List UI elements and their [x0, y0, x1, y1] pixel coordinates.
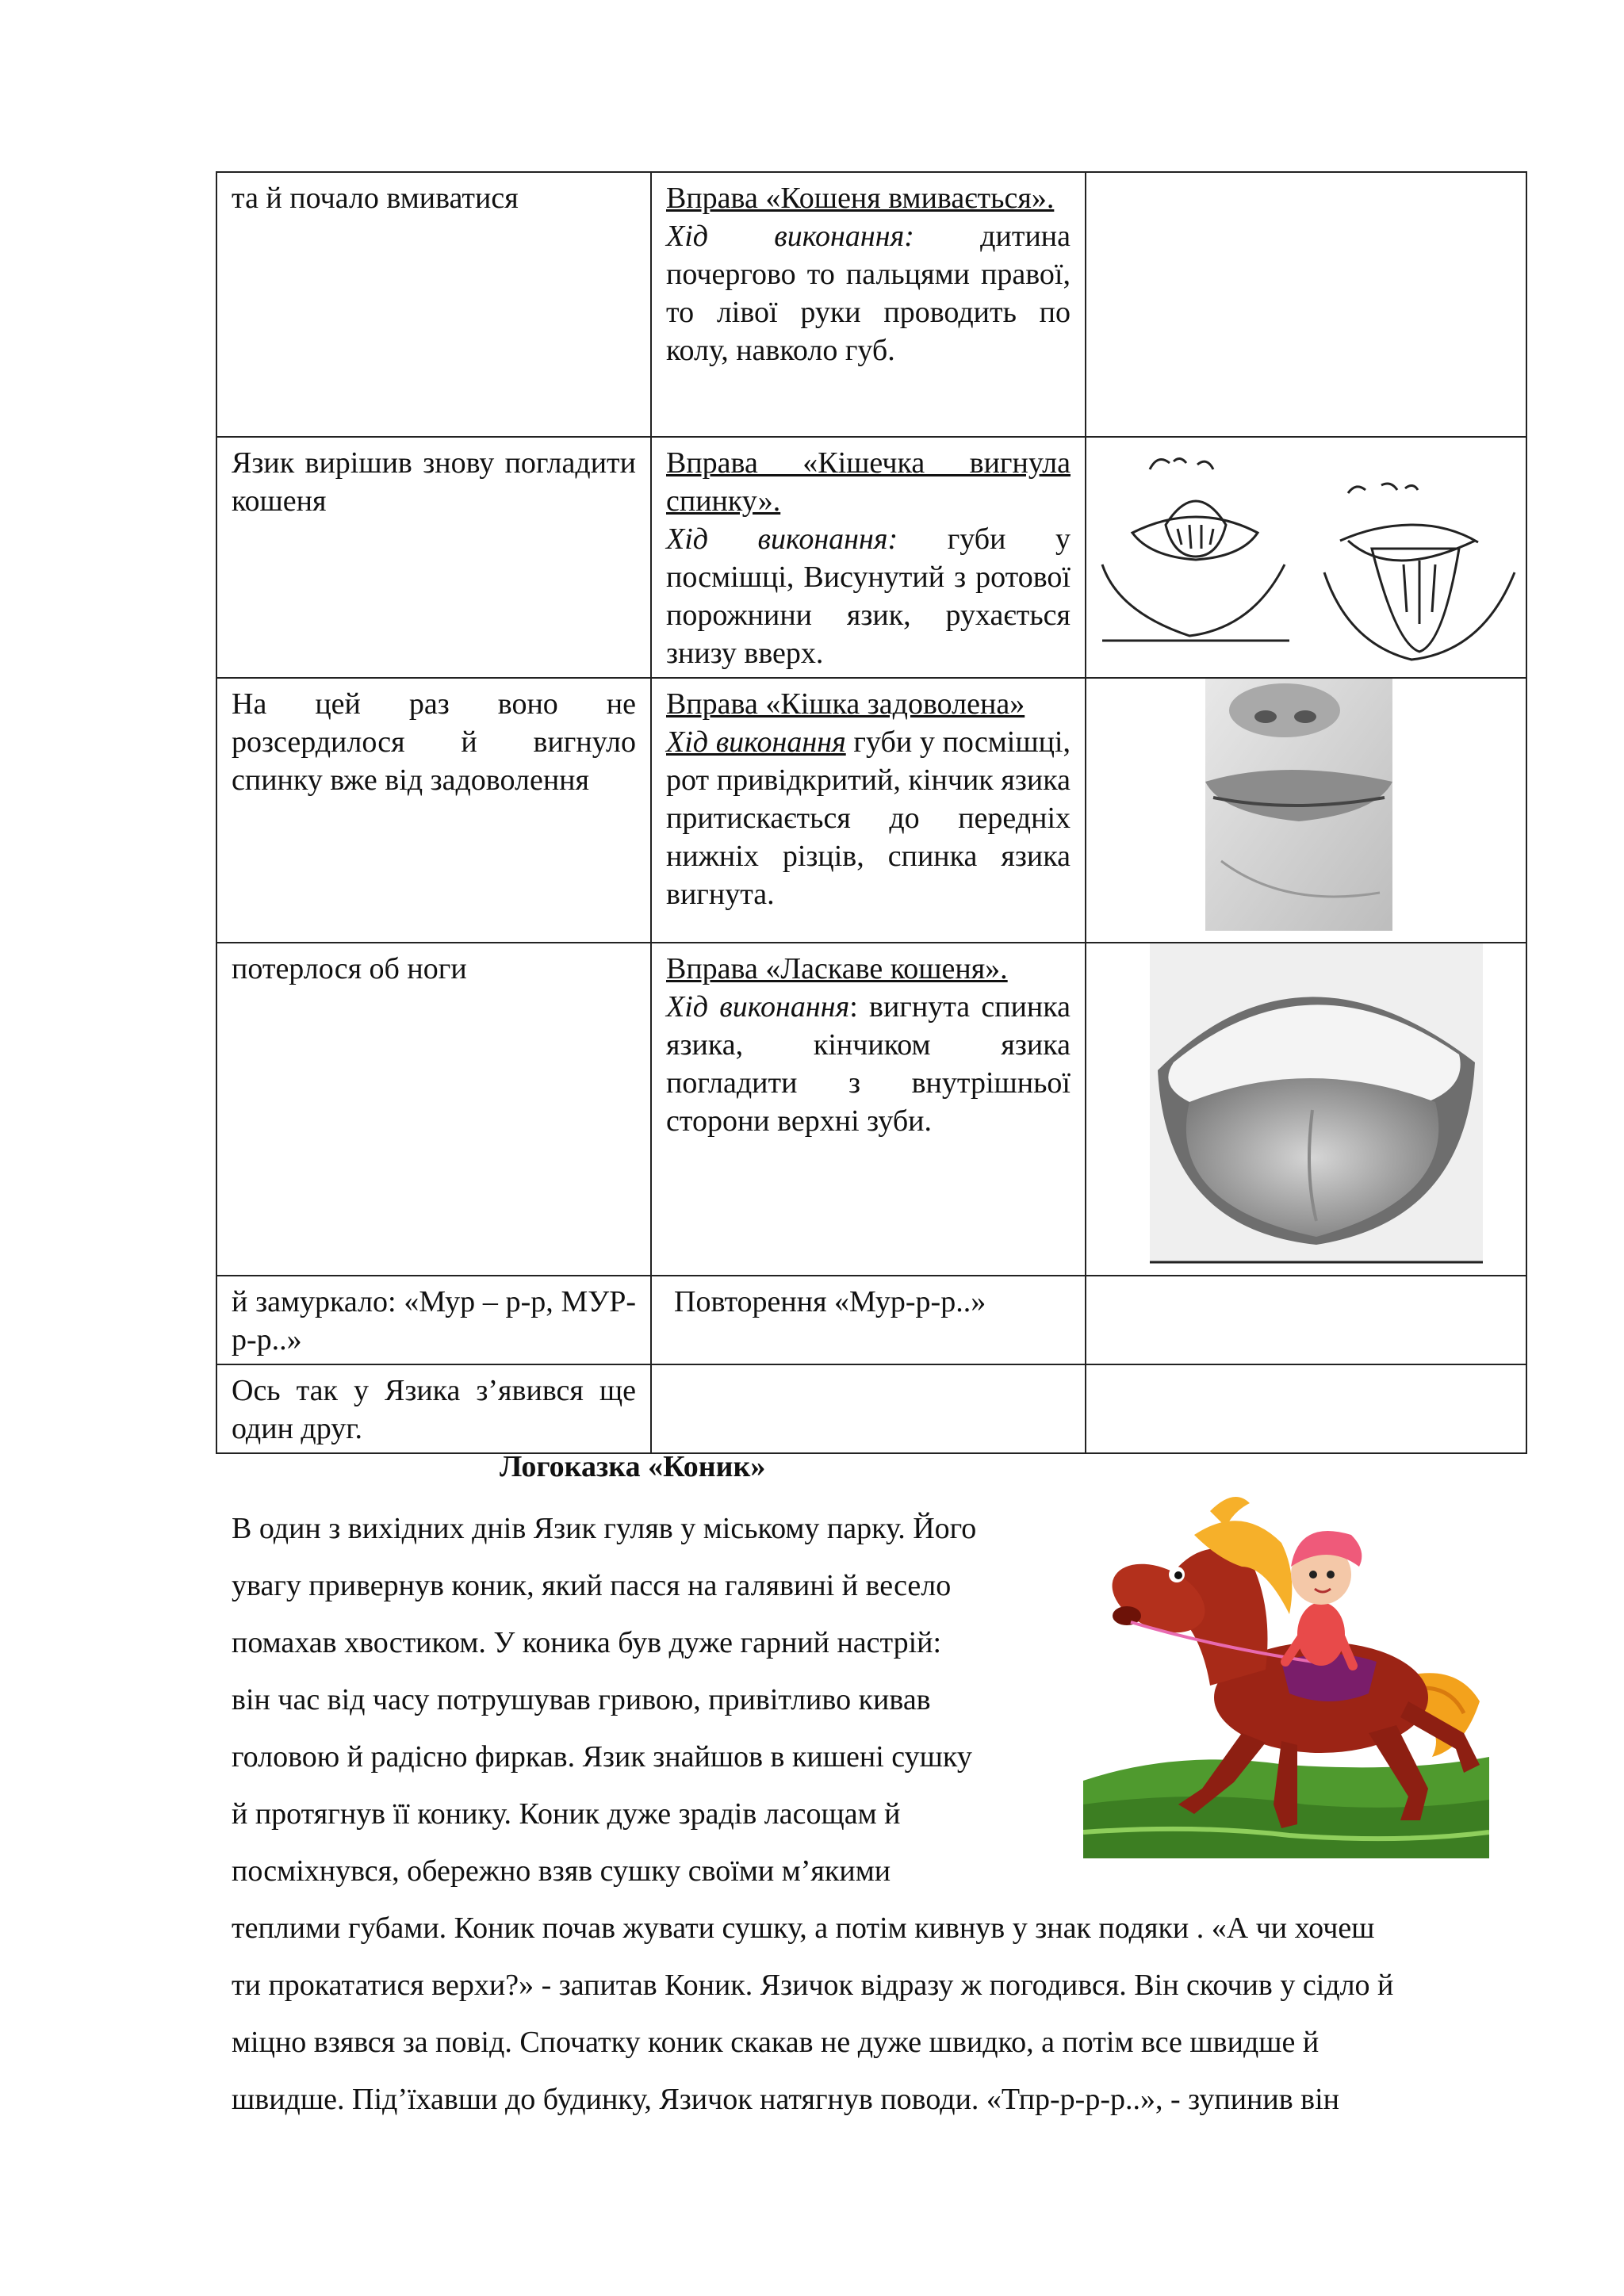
- story-title: Логоказка «Коник»: [500, 1450, 766, 1483]
- story-cell: й замуркало: «Мур – р-р, МУР-р-р..»: [216, 1276, 651, 1364]
- story-cell: Ось так у Язика з’явився ще один друг.: [216, 1364, 651, 1453]
- exercise-title: Вправа «Кішечка вигнула спинку».: [666, 446, 1071, 518]
- story-line: й протягнув її конику. Коник дуже зрадів ласощам й: [232, 1797, 901, 1831]
- table-row: [216, 1364, 1526, 1453]
- exercise-label: Хід виконання: [666, 990, 850, 1024]
- table-row: [216, 943, 1526, 1276]
- exercise-body: дитина почергово то пальцями правої, то лівої руки проводить по колу, навколо губ.: [666, 220, 1071, 367]
- exercise-cell: Повторення «Мур-р-р..»: [651, 1276, 1086, 1364]
- exercise-title: Вправа «Кошеня вмивається».: [666, 182, 1055, 215]
- illustration-cell: [1086, 1364, 1526, 1453]
- story-line: міцно взявся за повід. Спочатку коник скакав не дуже швидко, а потім все швидше й: [232, 2026, 1320, 2059]
- exercise-body: губи у посмішці, рот привідкритий, кінчик язика притискається до передніх нижніх різців, спинка язика вигнута.: [666, 725, 1071, 911]
- story-text-wide: [232, 1900, 1393, 2128]
- exercise-cell: [651, 172, 1086, 437]
- exercise-table: [216, 171, 1527, 1454]
- story-line: В один з вихідних днів Язик гуляв у міському парку. Його: [232, 1512, 977, 1545]
- story-line: ти прокататися верхи?» - запитав Коник. Язичок відразу ж погодився. Він скочив у сідло й: [232, 1969, 1394, 2002]
- horse-rider-illustration: [1083, 1479, 1489, 1858]
- illustration-cell: [1086, 437, 1526, 678]
- story-cell: На цей раз воно не розсердилося й вигнуло спинку вже від задоволення: [216, 678, 651, 943]
- table-row: [216, 172, 1526, 437]
- story-line: головою й радісно фиркав. Язик знайшов в кишені сушку: [232, 1740, 972, 1774]
- exercise-label: Хід виконання:: [666, 220, 914, 253]
- tongue-drawing-icon: [1086, 438, 1527, 664]
- illustration-cell: [1086, 1276, 1526, 1364]
- exercise-cell: [651, 943, 1086, 1276]
- exercise-body: : вигнута спинка язика, кінчиком язика погладити з внутрішньої сторони верхні зуби.: [666, 990, 1071, 1138]
- exercise-body: губи у посмішці, Висунутий з ротової порожнини язик, рухається знизу вверх.: [666, 522, 1071, 670]
- table-row: [216, 1276, 1526, 1364]
- story-cell: та й почало вмиватися: [216, 172, 651, 437]
- story-cell: потерлося об ноги: [216, 943, 651, 1276]
- story-line: увагу привернув коник, який пасся на галявині й весело: [232, 1569, 952, 1602]
- exercise-cell: [651, 1364, 1086, 1453]
- story-text-narrow: [232, 1500, 976, 1900]
- mouth-photo-icon: [1086, 679, 1527, 932]
- story-line: помахав хвостиком. У коника був дуже гарний настрій:: [232, 1626, 942, 1659]
- illustration-cell: [1086, 678, 1526, 943]
- story-line: швидше. Під’їхавши до будинку, Язичок натягнув поводи. «Тпр-р-р-р..», - зупинив він: [232, 2083, 1339, 2116]
- illustration-cell: [1086, 172, 1526, 437]
- exercise-label: Хід виконання:: [666, 522, 898, 556]
- story-line: посміхнувся, обережно взяв сушку своїми м’якими: [232, 1854, 891, 1888]
- exercise-title: Вправа «Ласкаве кошеня».: [666, 952, 1008, 985]
- illustration-cell: [1086, 943, 1526, 1276]
- story-line: теплими губами. Коник почав жувати сушку, а потім кивнув у знак подяки . «А чи хочеш: [232, 1911, 1375, 1945]
- exercise-title: Вправа «Кішка задоволена»: [666, 687, 1025, 721]
- exercise-cell: [651, 437, 1086, 678]
- story-cell: Язик вирішив знову погладити кошеня: [216, 437, 651, 678]
- exercise-label: Хід виконання: [666, 725, 846, 759]
- tongue-photo-icon: [1086, 943, 1527, 1265]
- exercise-cell: [651, 678, 1086, 943]
- table-row: [216, 437, 1526, 678]
- table-row: [216, 678, 1526, 943]
- story-line: він час від часу потрушував гривою, привітливо кивав: [232, 1683, 931, 1716]
